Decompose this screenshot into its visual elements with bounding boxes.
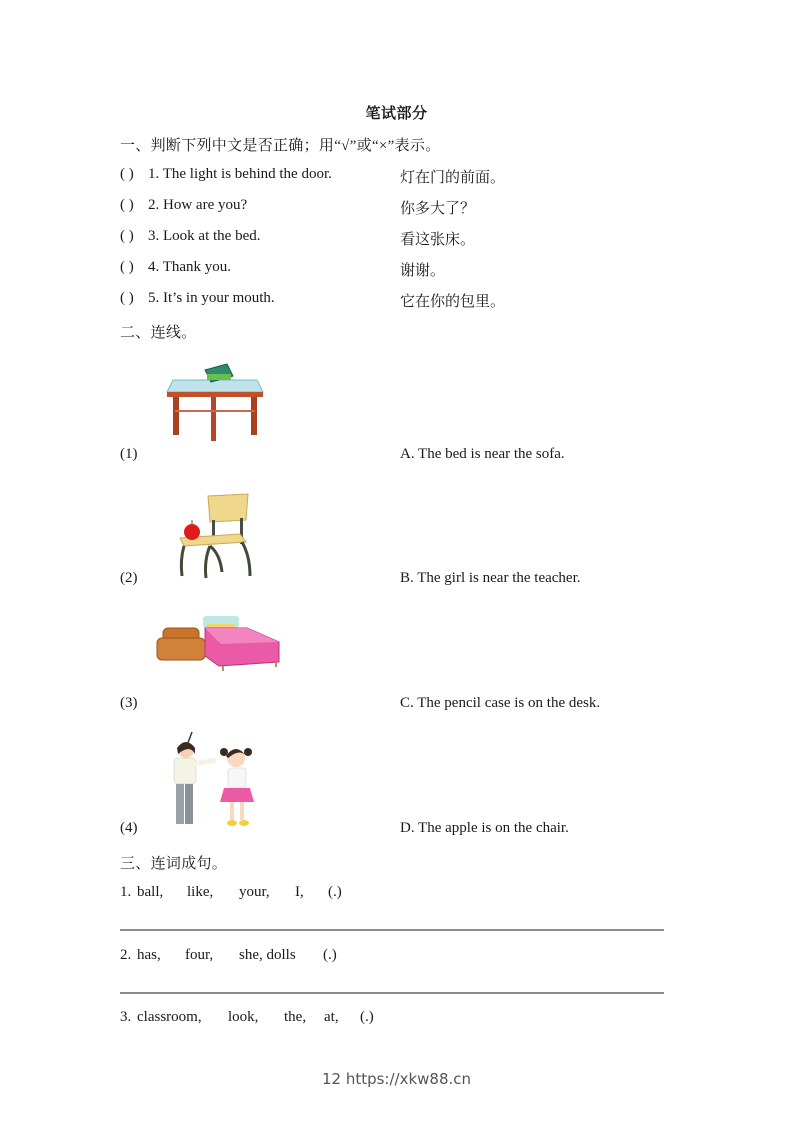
section-1-heading: 一、判断下列中文是否正确；用“√”或“×”表示。 bbox=[120, 138, 441, 154]
match-sentence-b: B. The girl is near the teacher. bbox=[400, 570, 581, 586]
picture-label-1: (1) bbox=[120, 446, 138, 462]
match-sentence-a: A. The bed is near the sofa. bbox=[400, 446, 565, 462]
answer-line-1[interactable] bbox=[120, 929, 664, 931]
word-order-item-3 bbox=[120, 1009, 374, 1026]
word: the, bbox=[284, 1009, 307, 1025]
word: your, bbox=[239, 884, 270, 900]
answer-line-2[interactable] bbox=[120, 992, 664, 994]
word: (.) bbox=[360, 1009, 374, 1025]
answer-blank[interactable]: ( ) bbox=[120, 166, 134, 182]
word: at, bbox=[324, 1009, 339, 1025]
match-sentence-d: D. The apple is on the chair. bbox=[400, 820, 569, 836]
judge-item-2 bbox=[120, 197, 247, 214]
chinese-translation: 你多大了？ bbox=[400, 201, 476, 217]
chinese-translation: 灯在门的前面。 bbox=[400, 170, 506, 186]
answer-blank[interactable]: ( ) bbox=[120, 290, 134, 306]
picture-label-2: (2) bbox=[120, 570, 138, 586]
section-2-heading: 二、连线。 bbox=[120, 325, 197, 341]
judge-item-4 bbox=[120, 259, 231, 276]
sofa-bed-image bbox=[155, 612, 285, 672]
word: like, bbox=[187, 884, 214, 900]
english-sentence: 1. The light is behind the door. bbox=[148, 166, 332, 182]
chinese-translation: 它在你的包里。 bbox=[400, 294, 506, 310]
chinese-translation: 谢谢。 bbox=[400, 263, 446, 279]
item-number: 1. bbox=[120, 884, 132, 900]
answer-blank[interactable]: ( ) bbox=[120, 259, 134, 275]
word: has, bbox=[137, 947, 161, 963]
word: ball, bbox=[137, 884, 164, 900]
word: (.) bbox=[323, 947, 337, 963]
judge-item-1 bbox=[120, 166, 332, 183]
word: I, bbox=[295, 884, 304, 900]
word: (.) bbox=[328, 884, 342, 900]
answer-blank[interactable]: ( ) bbox=[120, 228, 134, 244]
english-sentence: 5. It’s in your mouth. bbox=[148, 290, 275, 306]
judge-item-3 bbox=[120, 228, 260, 245]
page-footer: 12 https://xkw88.cn bbox=[321, 1070, 472, 1088]
answer-blank[interactable]: ( ) bbox=[120, 197, 134, 213]
chair-apple-image bbox=[170, 490, 260, 580]
word-order-item-1 bbox=[120, 884, 342, 901]
item-number: 3. bbox=[120, 1009, 132, 1025]
word: she, dolls bbox=[239, 947, 296, 963]
chinese-translation: 看这张床。 bbox=[400, 232, 476, 248]
word: look, bbox=[228, 1009, 259, 1025]
item-number: 2. bbox=[120, 947, 132, 963]
judge-item-5 bbox=[120, 290, 275, 307]
word-order-item-2 bbox=[120, 947, 337, 964]
english-sentence: 2. How are you? bbox=[148, 197, 248, 213]
desk-pencil-case-image bbox=[165, 360, 265, 445]
match-sentence-c: C. The pencil case is on the desk. bbox=[400, 695, 601, 711]
english-sentence: 4. Thank you. bbox=[148, 259, 232, 275]
section-3-heading: 三、连词成句。 bbox=[120, 856, 228, 872]
picture-label-4: (4) bbox=[120, 820, 138, 836]
word: classroom, bbox=[137, 1009, 202, 1025]
teacher-girl-image bbox=[160, 730, 260, 830]
word: four, bbox=[185, 947, 214, 963]
english-sentence: 3. Look at the bed. bbox=[148, 228, 261, 244]
picture-label-3: (3) bbox=[120, 695, 138, 711]
page-title: 笔试部分 bbox=[365, 106, 428, 122]
